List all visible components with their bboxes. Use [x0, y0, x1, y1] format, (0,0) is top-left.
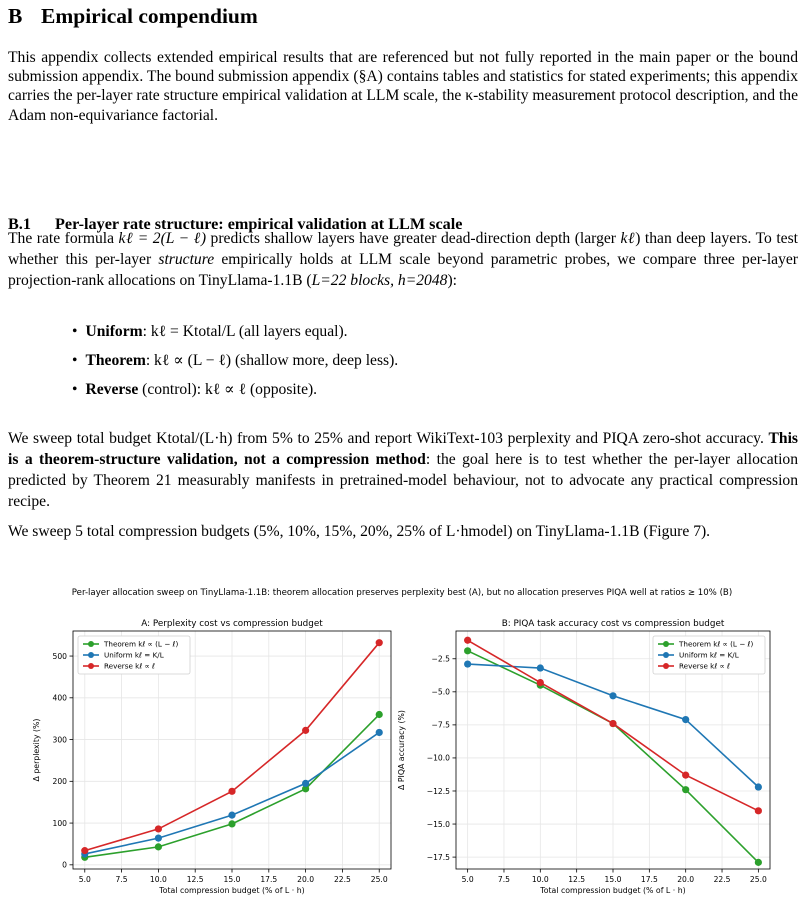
data-point: [376, 639, 383, 646]
x-tick-label: 25.0: [370, 875, 388, 884]
legend-label: Reverse kℓ ∝ ℓ: [679, 661, 730, 671]
allocation-list: [72, 322, 398, 409]
x-tick-label: 17.5: [640, 875, 658, 884]
x-tick-label: 12.5: [568, 875, 586, 884]
data-point: [464, 660, 471, 667]
section-heading: [8, 4, 258, 29]
legend-label: Reverse kℓ ∝ ℓ: [104, 661, 155, 671]
y-tick-label: −17.5: [426, 852, 450, 862]
y-tick-label: 300: [52, 735, 67, 745]
legend-marker: [88, 641, 94, 647]
rate-formula-paragraph: [8, 228, 798, 291]
data-point: [155, 843, 162, 850]
chart-panel-b: [397, 619, 770, 895]
y-tick-label: 200: [52, 777, 67, 787]
data-point: [755, 859, 762, 866]
chart-legend: [653, 636, 765, 674]
data-point: [682, 786, 689, 793]
bullet-name: Uniform: [85, 323, 143, 340]
x-axis-label: Total compression budget (% of L · h): [159, 886, 305, 895]
y-axis-label: Δ perplexity (%): [32, 718, 41, 782]
data-point: [537, 664, 544, 671]
data-point: [682, 772, 689, 779]
legend-marker: [663, 641, 669, 647]
bullet-text: (control): kℓ ∝ ℓ (opposite).: [138, 381, 318, 398]
y-tick-label: −2.5: [431, 654, 450, 664]
data-point: [228, 820, 235, 827]
text-run: empirically holds at LLM scale beyond parametric probes, we compare three per-layer projection-rank allocations on TinyLlama-1.1B (: [8, 251, 798, 289]
text-run: ) than deep layers. To test whether this per-layer: [8, 230, 799, 268]
legend-label: Uniform kℓ = K/L: [104, 650, 164, 660]
x-tick-label: 15.0: [223, 875, 241, 884]
rate-formula: kℓ = 2(L − ℓ): [118, 230, 207, 247]
data-point: [609, 720, 616, 727]
data-point: [755, 783, 762, 790]
chart-title: B: PIQA task accuracy cost vs compression budget: [501, 619, 725, 629]
legend-marker: [88, 663, 94, 669]
y-tick-label: −10.0: [426, 753, 450, 763]
legend-label: Theorem kℓ ∝ (L − ℓ): [104, 639, 179, 649]
x-tick-label: 15.0: [604, 875, 622, 884]
data-point: [609, 692, 616, 699]
data-point: [81, 847, 88, 854]
y-tick-label: −12.5: [426, 786, 450, 796]
y-tick-label: 500: [52, 651, 67, 661]
data-point: [376, 729, 383, 736]
data-point: [155, 835, 162, 842]
y-tick-label: 100: [52, 818, 67, 828]
bullet-text: : kℓ = Ktotal/L (all layers equal).: [142, 323, 348, 340]
emphasis-structure: structure: [158, 251, 215, 268]
figure-svg: [0, 583, 805, 913]
bullet-name: Reverse: [85, 381, 139, 398]
text-run: We sweep total budget Ktotal/(L·h) from 5% to 25% and report WikiText-103 perplexity and PIQA zero-shot accuracy.: [8, 430, 769, 447]
text-run: : the goal here is to test whether the per-layer allocation predicted by Theorem 21 measurably manifests in pretrained-model behaviour, not to advocate any practical compression recipe.: [8, 451, 798, 510]
x-tick-label: 20.0: [297, 875, 315, 884]
text-run: predicts shallow layers have greater dead-direction depth (larger: [206, 230, 621, 247]
list-item: [72, 322, 398, 351]
figure-7: [0, 583, 805, 913]
y-tick-label: −15.0: [426, 819, 450, 829]
data-point: [228, 812, 235, 819]
x-tick-label: 25.0: [749, 875, 767, 884]
subsection-title: Per-layer rate structure: empirical validation at LLM scale: [55, 215, 463, 233]
data-point: [464, 637, 471, 644]
data-point: [302, 727, 309, 734]
x-axis-label: Total compression budget (% of L · h): [540, 886, 686, 895]
model-dims: L=22 blocks, h=2048: [311, 272, 448, 289]
data-point: [464, 647, 471, 654]
chart-title: A: Perplexity cost vs compression budget: [141, 619, 323, 629]
chart-panel-a: [32, 619, 391, 895]
y-tick-label: −7.5: [431, 720, 450, 730]
list-item: [72, 380, 398, 409]
legend-marker: [663, 652, 669, 658]
text-run: The rate formula: [8, 230, 119, 247]
x-tick-label: 12.5: [186, 875, 204, 884]
x-tick-label: 10.0: [531, 875, 549, 884]
bullet-name: Theorem: [85, 352, 146, 369]
budget-paragraph: We sweep 5 total compression budgets (5%, 10%, 15%, 20%, 25% of L·hmodel) on TinyLlama-1.1B (Figure 7).: [8, 523, 711, 540]
k-ell: kℓ: [620, 230, 636, 247]
y-tick-label: 0: [62, 860, 67, 870]
x-tick-label: 22.5: [713, 875, 731, 884]
bullet-text: : kℓ ∝ (L − ℓ) (shallow more, deep less).: [145, 352, 399, 369]
legend-label: Uniform kℓ = K/L: [679, 650, 739, 660]
bold-statement: This is a theorem-structure validation, not a compression method: [8, 430, 798, 468]
x-tick-label: 7.5: [497, 875, 511, 884]
y-axis-label: Δ PIQA accuracy (%): [397, 710, 406, 790]
subsection-number: B.1: [8, 215, 31, 233]
list-item: [72, 351, 398, 380]
data-point: [155, 825, 162, 832]
legend-marker: [88, 652, 94, 658]
x-tick-label: 7.5: [115, 875, 128, 884]
data-point: [682, 716, 689, 723]
section-title: Empirical compendium: [41, 4, 258, 28]
data-point: [537, 679, 544, 686]
x-tick-label: 5.0: [78, 875, 91, 884]
intro-paragraph: This appendix collects extended empirical results that are referenced but not fully reported in the main paper or the bound submission appendix. The bound submission appendix (§A) contains tables and statistics for stated experiments; this appendix carries the per-layer rate structure empirical validation at LLM scale, the κ-stability measurement protocol description, and the Adam non-equivariance factorial.: [8, 49, 798, 124]
data-point: [755, 807, 762, 814]
data-point: [228, 788, 235, 795]
y-tick-label: −5.0: [431, 687, 450, 697]
section-number: B: [8, 4, 23, 28]
sweep-paragraph: [8, 428, 798, 512]
data-point: [376, 711, 383, 718]
x-tick-label: 5.0: [461, 875, 474, 884]
y-tick-label: 400: [52, 693, 67, 703]
legend-marker: [663, 663, 669, 669]
text-run: ):: [447, 272, 457, 289]
x-tick-label: 20.0: [677, 875, 695, 884]
x-tick-label: 10.0: [149, 875, 167, 884]
data-point: [302, 780, 309, 787]
x-tick-label: 17.5: [260, 875, 278, 884]
legend-label: Theorem kℓ ∝ (L − ℓ): [679, 639, 754, 649]
x-tick-label: 22.5: [333, 875, 351, 884]
figure-suptitle: Per-layer allocation sweep on TinyLlama-1.1B: theorem allocation preserves perplexity best (A), but no allocation preserves PIQA well at ratios ≥ 10% (B): [71, 588, 733, 598]
chart-legend: [78, 636, 190, 674]
